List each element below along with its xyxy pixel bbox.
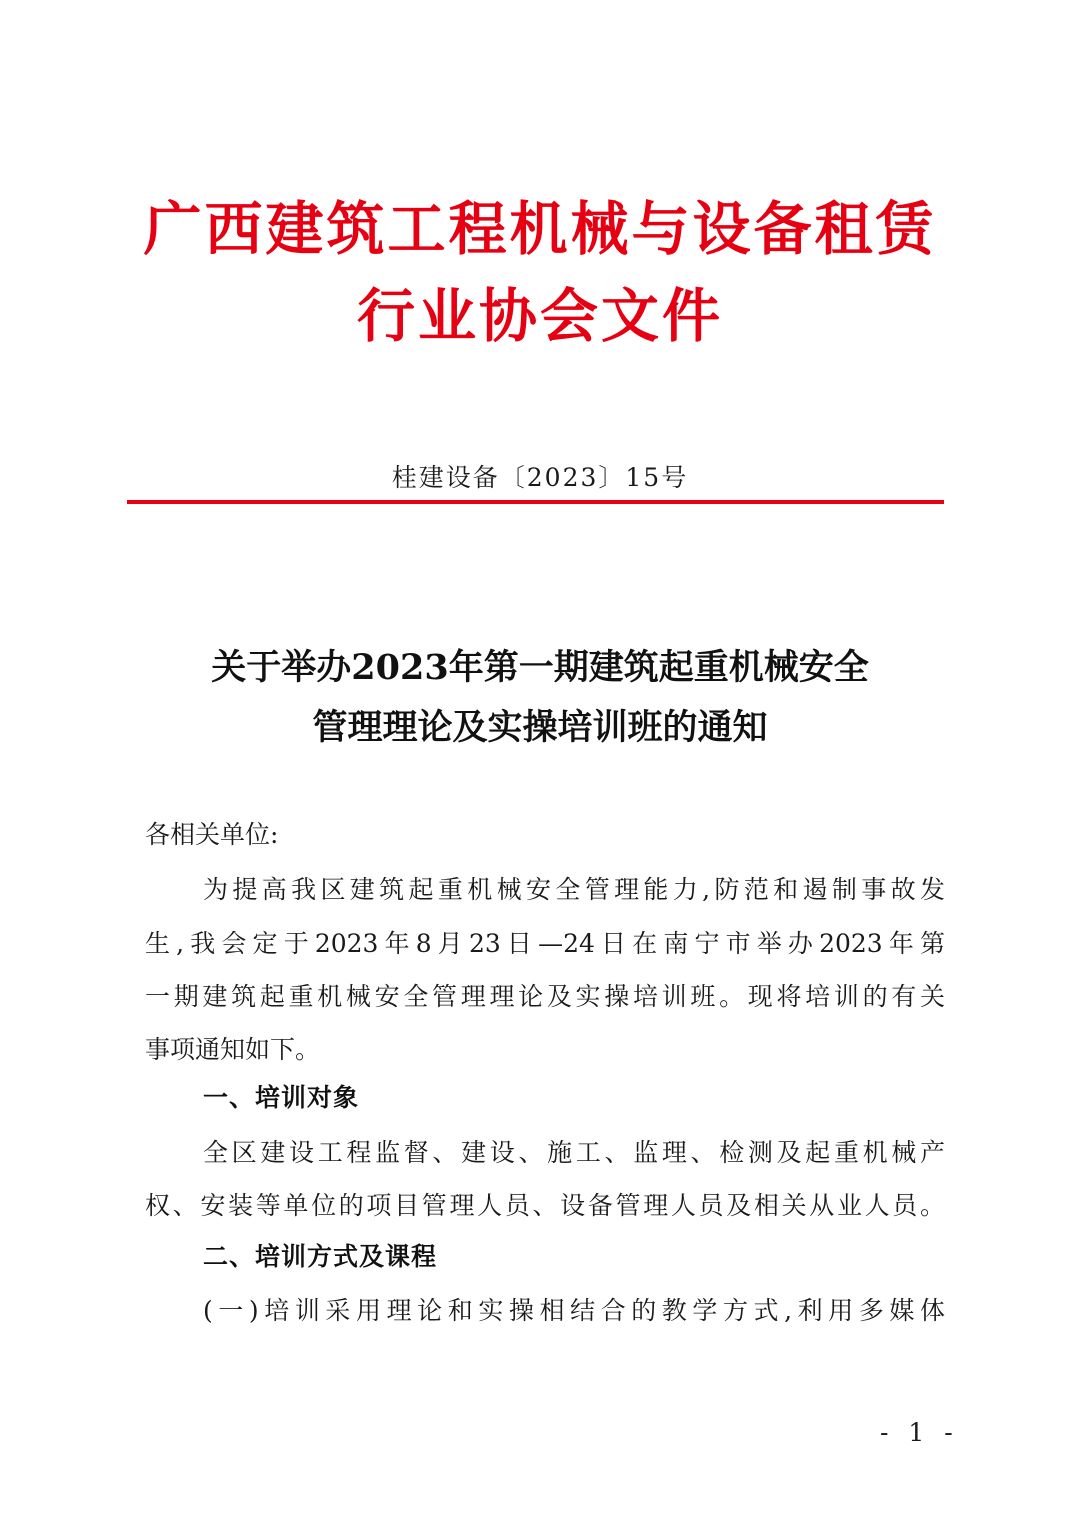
section1-heading: 一、培训对象 (203, 1083, 360, 1112)
para1-line: 生,我会定于2023年8月23日—24日在南宁市举办2023年第 (145, 929, 945, 958)
page-number: - 1 - (880, 1418, 959, 1447)
section2-line: (一)培训采用理论和实操相结合的教学方式,利用多媒体 (203, 1296, 945, 1325)
notice-title-line1: 关于举办2023年第一期建筑起重机械安全 (211, 647, 869, 688)
section1-line: 全区建设工程监督、建设、施工、监理、检测及起重机械产 (203, 1138, 945, 1167)
org-title-line1: 广西建筑工程机械与设备租赁 (143, 195, 937, 263)
document-number: 桂建设备〔2023〕15号 (391, 463, 689, 492)
section2-heading: 二、培训方式及课程 (203, 1242, 438, 1271)
org-title-line2: 行业协会文件 (356, 282, 723, 350)
salutation: 各相关单位: (145, 820, 279, 849)
para1-line: 一期建筑起重机械安全管理理论及实操培训班。现将培训的有关 (145, 982, 945, 1011)
para1-line: 事项通知如下。 (145, 1035, 321, 1064)
section1-line: 权、安装等单位的项目管理人员、设备管理人员及相关从业人员。 (145, 1191, 945, 1220)
red-divider-line (127, 500, 944, 504)
notice-title-line2: 管理理论及实操培训班的通知 (312, 707, 768, 748)
para1-line: 为提高我区建筑起重机械安全管理能力,防范和遏制事故发 (203, 875, 945, 904)
